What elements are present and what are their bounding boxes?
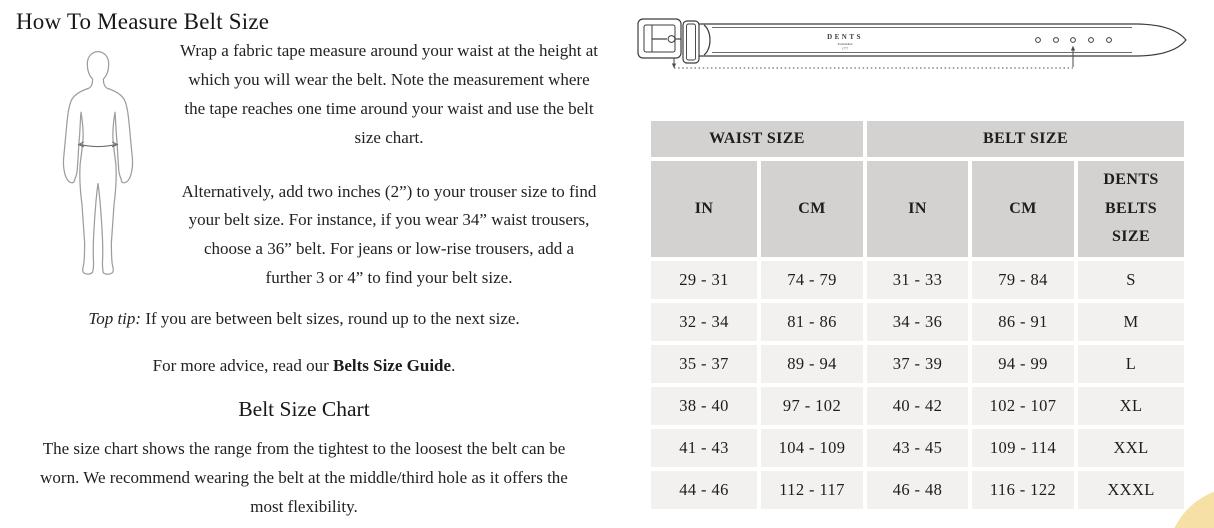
belt-strap bbox=[699, 24, 1186, 56]
top-tip-label: Top tip: bbox=[88, 309, 142, 328]
table-row bbox=[651, 471, 1184, 509]
table-cell: 35 - 37 bbox=[651, 345, 757, 383]
table-cell: 29 - 31 bbox=[651, 261, 757, 299]
table-cell: 112 - 117 bbox=[761, 471, 863, 509]
table-cell: 34 - 36 bbox=[867, 303, 968, 341]
waist-measure-arrow bbox=[79, 142, 117, 147]
top-tip bbox=[0, 309, 608, 329]
waist-size-group-header: WAIST SIZE bbox=[651, 121, 863, 157]
table-cell: 104 - 109 bbox=[761, 429, 863, 467]
table-row bbox=[651, 303, 1184, 341]
table-cell: M bbox=[1078, 303, 1184, 341]
table-cell: 32 - 34 bbox=[651, 303, 757, 341]
belt-year-text: 1777 bbox=[841, 46, 849, 51]
belt-measure-line bbox=[672, 46, 1075, 68]
table-cell: 43 - 45 bbox=[867, 429, 968, 467]
table-cell: XXL bbox=[1078, 429, 1184, 467]
page-title: How To Measure Belt Size bbox=[16, 9, 270, 34]
belt-established-text: Established bbox=[837, 42, 853, 46]
intro-paragraph-1: Wrap a fabric tape measure around your waist at the height at which you will wear the belt. Note the measurement where the tape reaches one time around your waist and use the belt size chart. bbox=[179, 41, 598, 147]
table-cell: 79 - 84 bbox=[972, 261, 1074, 299]
table-row bbox=[651, 429, 1184, 467]
belt-svg bbox=[626, 6, 1192, 84]
advice-suffix: . bbox=[451, 356, 456, 375]
table-cell: XXXL bbox=[1078, 471, 1184, 509]
table-cell: 38 - 40 bbox=[651, 387, 757, 425]
belt-keeper bbox=[683, 21, 699, 63]
belt-buckle bbox=[638, 19, 681, 58]
top-tip-text: If you are between belt sizes, round up to the next size. bbox=[141, 309, 520, 328]
table-cell: 81 - 86 bbox=[761, 303, 863, 341]
table-cell: 116 - 122 bbox=[972, 471, 1074, 509]
advice-line bbox=[0, 356, 608, 376]
table-cell: L bbox=[1078, 345, 1184, 383]
table-cell: 31 - 33 bbox=[867, 261, 968, 299]
table-cell: 89 - 94 bbox=[761, 345, 863, 383]
belt-size-group-header: BELT SIZE bbox=[867, 121, 1184, 157]
belt-brand-stamp bbox=[827, 33, 863, 51]
col-header-waist-cm: CM bbox=[761, 161, 863, 257]
table-cell: 86 - 91 bbox=[972, 303, 1074, 341]
col-header-dents-belts-size: DENTS BELTS SIZE bbox=[1078, 161, 1184, 257]
table-group-header-row bbox=[651, 121, 1184, 157]
size-table-container bbox=[647, 117, 1188, 513]
table-row bbox=[651, 345, 1184, 383]
table-cell: 74 - 79 bbox=[761, 261, 863, 299]
belt-illustration bbox=[626, 6, 1192, 84]
table-cell: S bbox=[1078, 261, 1184, 299]
chart-description: The size chart shows the range from the tightest to the loosest the belt can be worn. We recommend wearing the belt at the middle/third hole as it offers the most flexibility. bbox=[40, 439, 568, 516]
body-figure-illustration bbox=[53, 48, 143, 280]
col-header-waist-in: IN bbox=[651, 161, 757, 257]
col-header-belt-cm: CM bbox=[972, 161, 1074, 257]
body-figure-svg bbox=[53, 48, 143, 280]
table-cell: 41 - 43 bbox=[651, 429, 757, 467]
intro-paragraph-2: Alternatively, add two inches (2”) to your trouser size to find your belt size. For instance, if you wear 34” waist trousers, choose a 36” belt. For jeans or low-rise trousers, add a further 3 or 4” to find your belt size. bbox=[181, 181, 597, 288]
table-column-header-row bbox=[651, 161, 1184, 257]
size-table bbox=[647, 117, 1188, 513]
advice-prefix: For more advice, read our bbox=[152, 356, 333, 375]
table-cell: 44 - 46 bbox=[651, 471, 757, 509]
table-cell: 46 - 48 bbox=[867, 471, 968, 509]
table-row bbox=[651, 261, 1184, 299]
table-cell: 102 - 107 bbox=[972, 387, 1074, 425]
col-header-belt-in: IN bbox=[867, 161, 968, 257]
table-cell: 94 - 99 bbox=[972, 345, 1074, 383]
table-row bbox=[651, 387, 1184, 425]
belt-holes bbox=[1036, 38, 1112, 43]
belts-size-guide-link[interactable]: Belts Size Guide bbox=[333, 356, 452, 375]
table-cell: 40 - 42 bbox=[867, 387, 968, 425]
table-cell: 37 - 39 bbox=[867, 345, 968, 383]
belt-brand-text: DENTS bbox=[827, 33, 863, 41]
table-cell: 97 - 102 bbox=[761, 387, 863, 425]
body-outline bbox=[63, 52, 132, 275]
table-cell: 109 - 114 bbox=[972, 429, 1074, 467]
belt-fold bbox=[704, 25, 710, 55]
chart-heading: Belt Size Chart bbox=[238, 397, 370, 421]
table-cell: XL bbox=[1078, 387, 1184, 425]
intro-text-block bbox=[179, 37, 599, 293]
